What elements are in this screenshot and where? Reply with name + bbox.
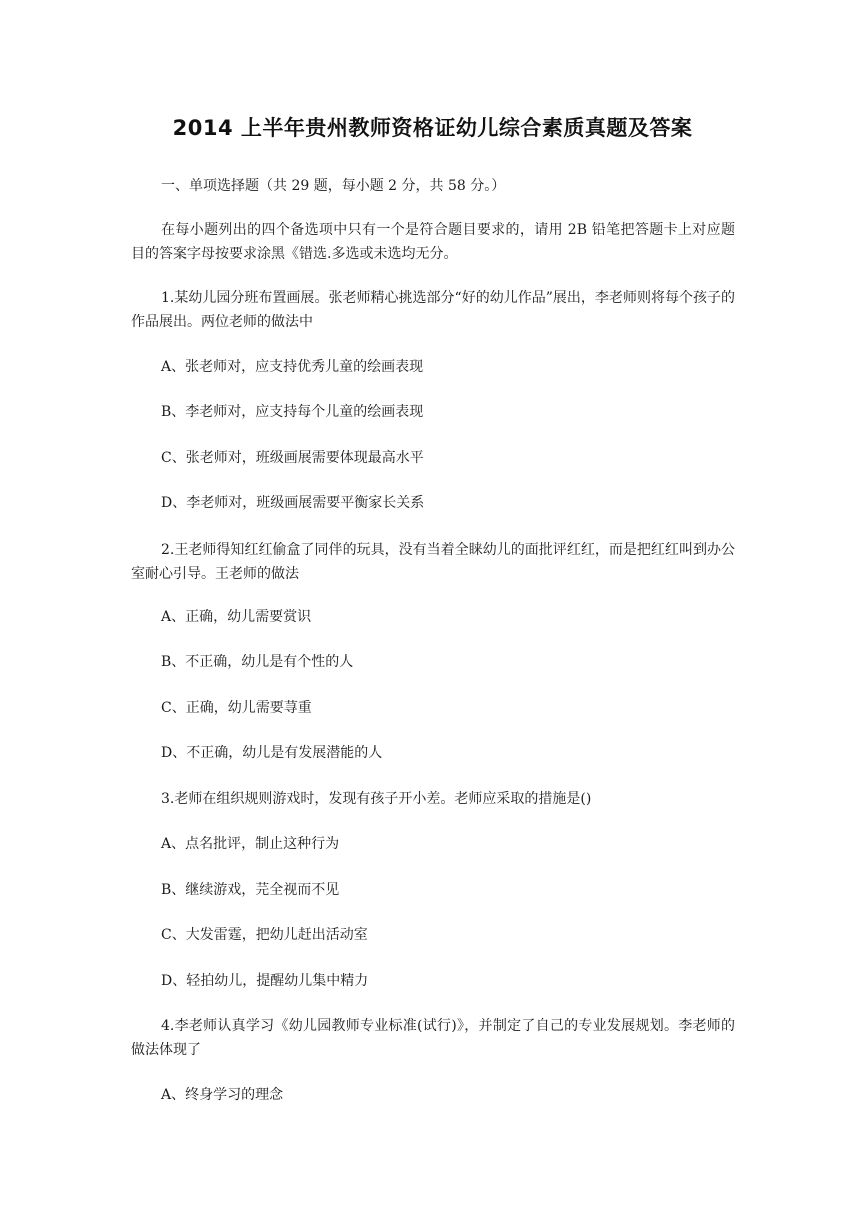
question-2-option-a: A、正确，幼儿需要赏识: [161, 609, 312, 625]
question-1-option-c: C、张老师对，班级画展需要体现最高水平: [161, 450, 424, 466]
question-3-option-b: B、继续游戏，芫全视而不见: [161, 882, 340, 898]
question-2-option-d: D、不正确，幼儿是有发展潜能的人: [161, 745, 383, 761]
question-2-stem: 2.王老师得知红红偷盒了同伴的玩具，没有当着全睐幼儿的面批评红红，而是把红红叫到办公室耐心引导。王老师的做法: [131, 542, 735, 582]
question-1-option-a: A、张老师对，应支持优秀儿童的绘画表现: [161, 359, 424, 375]
question-1-stem: 1.某幼儿园分班布置画展。张老师精心挑选部分“好的幼儿作品”展出，李老师则将每个孩子的作品展出。两位老师的做法中: [131, 290, 735, 330]
question-3-option-d: D、轻拍幼儿，提醒幼儿集中精力: [161, 973, 369, 989]
question-1-option-d: D、李老师对，班级画展需要平衡家长关系: [161, 495, 425, 511]
question-2-option-c: C、正确，幼儿需要荨重: [161, 700, 312, 716]
question-3-stem: 3.老师在组织规则游戏时，发现有孩子开小差。老师应采取的措施是(): [161, 791, 592, 807]
question-3-option-a: A、点名批评，制止这种行为: [161, 836, 340, 852]
document-title: 2014 上半年贵州教师资格证幼儿综合素质真题及答案: [172, 116, 693, 140]
question-4-stem: 4.李老师认真学习《幼儿园教师专业标准(试行)》，并制定了自己的专业发展规划。李老师的做法体现了: [131, 1018, 735, 1058]
question-1-option-b: B、李老师对，应支持每个儿童的绘画表现: [161, 404, 424, 420]
instructions-paragraph: 在每小题列出的四个备选项中只有一个是符合题目要求的，请用 2B 铅笔把答题卡上对应题目的答案字母按要求涂黑《错选.多选或未选均无分。: [131, 222, 735, 262]
question-4-option-a: A、终身学习的理念: [161, 1087, 284, 1103]
question-3-option-c: C、大发雷霆，把幼儿赶出活动室: [161, 927, 368, 943]
question-2-option-b: B、不正确，幼儿是有个性的人: [161, 654, 354, 670]
section-heading: 一、单项选择题（共 29 题，每小题 2 分，共 58 分。）: [161, 178, 506, 194]
